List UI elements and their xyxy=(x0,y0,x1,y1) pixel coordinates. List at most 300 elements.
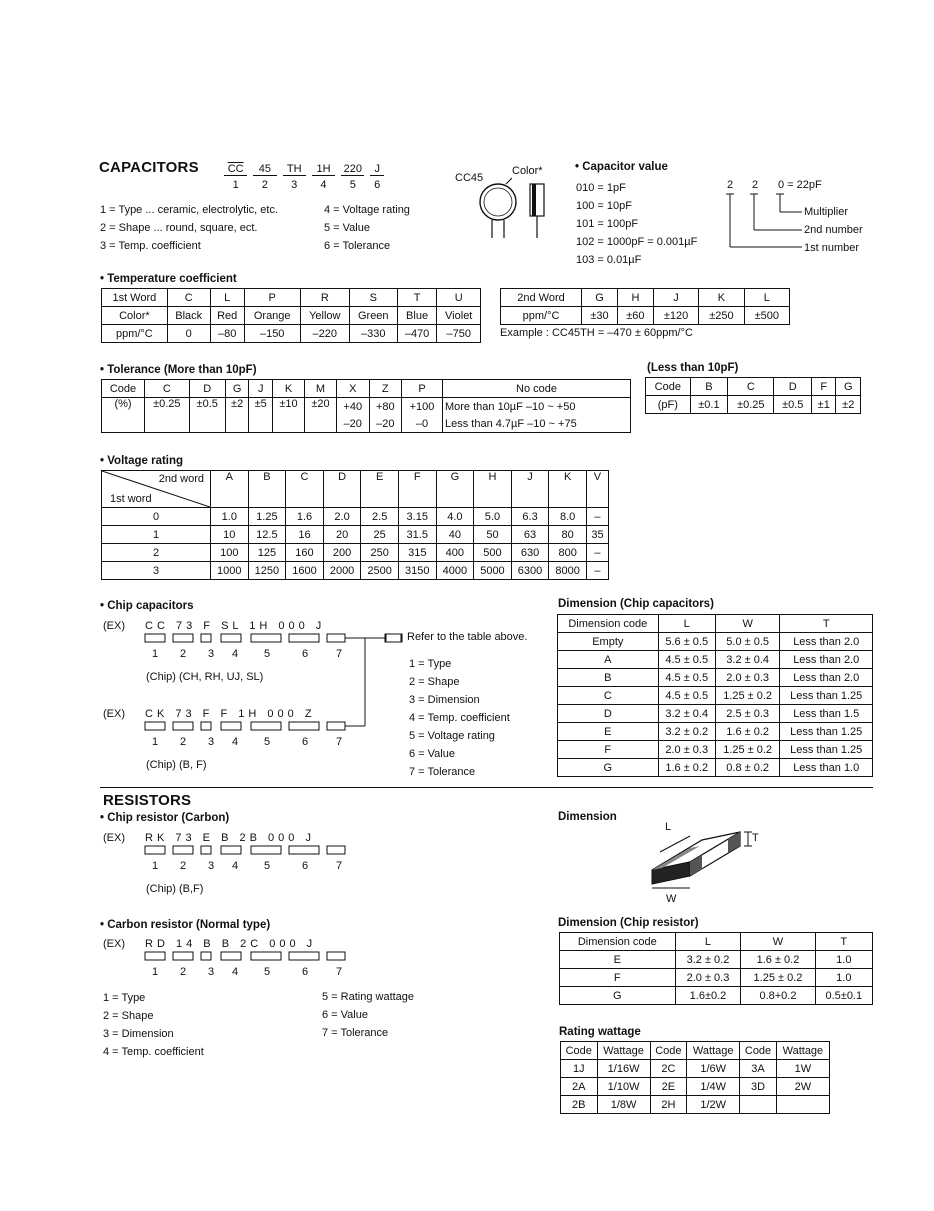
chip-caps-code-1 xyxy=(145,620,325,632)
code-num: 3 xyxy=(208,736,215,748)
table-cell: 1.0 xyxy=(815,969,872,987)
table-row xyxy=(501,307,790,325)
table-cell: 0.8+0.2 xyxy=(741,987,815,1005)
table-row xyxy=(558,705,873,723)
code-char: 0 xyxy=(279,938,290,950)
table-cell: L xyxy=(744,289,789,307)
chip-caps-nums-2 xyxy=(152,736,352,748)
table-row xyxy=(646,396,861,414)
table-cell: 630 xyxy=(511,544,549,562)
code-num: 5 xyxy=(264,860,271,872)
code-char: B xyxy=(249,832,261,844)
code-num: 1 xyxy=(152,860,159,872)
table-cell: 2C xyxy=(650,1060,687,1078)
table-cell: 0.8 ± 0.2 xyxy=(715,759,780,777)
table-cell: P xyxy=(402,380,443,398)
chip-caps-refer: Refer to the table above. xyxy=(407,631,528,643)
table-cell: 1000 xyxy=(211,562,249,580)
table-row xyxy=(561,1060,830,1078)
dim-chip-caps-title: Dimension (Chip capacitors) xyxy=(558,598,714,610)
code-char: D xyxy=(156,938,169,950)
table-cell: –470 xyxy=(397,325,437,343)
legend-item: 1 = Type xyxy=(103,992,146,1004)
tolerance-less-title: (Less than 10pF) xyxy=(647,362,739,374)
code-num: 4 xyxy=(232,736,239,748)
code-num: 2 xyxy=(180,860,187,872)
dim-chip-res-table xyxy=(559,932,873,1005)
code-num: 5 xyxy=(349,179,356,191)
table-cell: ppm/°C xyxy=(501,307,582,325)
capacitor-value-title: • Capacitor value xyxy=(575,161,668,173)
table-cell: –20 xyxy=(336,415,369,433)
table-cell: L xyxy=(675,933,741,951)
dim-chip-caps-table xyxy=(557,614,873,777)
table-cell: H xyxy=(474,471,512,508)
capacitor-legend-left xyxy=(100,201,278,255)
table-cell: 0.5±0.1 xyxy=(815,987,872,1005)
table-cell: 8.0 xyxy=(549,508,587,526)
table-cell: G xyxy=(436,471,474,508)
table-cell: Less than 2.0 xyxy=(780,669,873,687)
table-row xyxy=(560,969,873,987)
table-cell: 5.6 ± 0.5 xyxy=(658,633,715,651)
code-num: 2 xyxy=(180,648,187,660)
table-cell: F xyxy=(560,969,676,987)
table-cell: Code xyxy=(561,1042,598,1060)
code-num: 1 xyxy=(152,966,159,978)
table-cell: 6300 xyxy=(511,562,549,580)
legend-item: 3 = Dimension xyxy=(103,1028,174,1040)
resistor-legend-left xyxy=(103,989,204,1061)
chip-caps-connector-icon xyxy=(360,632,410,732)
code-num: 6 xyxy=(302,860,309,872)
chip-resistor-note: (Chip) (B,F) xyxy=(146,883,204,895)
table-cell: Wattage xyxy=(597,1042,650,1060)
table-cell: ±5 xyxy=(249,398,273,433)
table-cell: 3A xyxy=(740,1060,777,1078)
capacitor-value-list xyxy=(576,179,697,269)
tolerance-less-table xyxy=(645,377,861,414)
table-cell: Color* xyxy=(102,307,168,325)
table-row xyxy=(560,933,873,951)
dimension-l-label: L xyxy=(665,821,672,833)
code-num: 7 xyxy=(336,736,343,748)
table-cell: (pF) xyxy=(646,396,691,414)
table-cell: 2E xyxy=(650,1078,687,1096)
table-cell: 1.0 xyxy=(211,508,249,526)
table-cell: 400 xyxy=(436,544,474,562)
code-char: 7 xyxy=(175,832,186,844)
table-cell: F xyxy=(812,378,836,396)
table-cell: ±0.1 xyxy=(690,396,728,414)
carbon-resistor-nums xyxy=(152,966,352,978)
chip-caps-legend xyxy=(409,655,510,781)
chip-caps-code-2 xyxy=(145,708,316,720)
code-char: 1 xyxy=(238,708,249,720)
table-row xyxy=(102,325,481,343)
table-cell: 200 xyxy=(323,544,361,562)
code-char: 0 xyxy=(278,620,289,632)
table-cell: 1.6 xyxy=(286,508,324,526)
chip-caps-note-2: (Chip) (B, F) xyxy=(146,759,207,771)
table-cell: G xyxy=(558,759,659,777)
carbon-resistor-code xyxy=(145,938,316,950)
table-cell: Red xyxy=(210,307,244,325)
code-num: 2 xyxy=(180,736,187,748)
table-cell: 16 xyxy=(286,526,324,544)
table-cell: 3150 xyxy=(398,562,436,580)
table-cell: ±1 xyxy=(812,396,836,414)
code-num: 3 xyxy=(208,860,215,872)
table-cell: 125 xyxy=(248,544,286,562)
table-cell: 3.2 ± 0.4 xyxy=(658,705,715,723)
table-cell: (%) xyxy=(102,398,145,433)
table-cell: P xyxy=(244,289,300,307)
table-cell: 100 xyxy=(211,544,249,562)
table-cell: 3.2 ± 0.2 xyxy=(658,723,715,741)
table-row xyxy=(560,987,873,1005)
table-cell: K xyxy=(549,471,587,508)
chip-resistor-title: • Chip resistor (Carbon) xyxy=(100,812,230,824)
table-cell: T xyxy=(815,933,872,951)
table-cell: T xyxy=(397,289,437,307)
code-num: 4 xyxy=(232,860,239,872)
code-char: 0 xyxy=(288,832,299,844)
table-cell: A xyxy=(558,651,659,669)
table-cell: Wattage xyxy=(687,1042,740,1060)
dimension-w-label: W xyxy=(666,893,677,905)
table-cell: 20 xyxy=(323,526,361,544)
code-part: 45 xyxy=(253,163,276,176)
table-cell: 0 xyxy=(102,508,211,526)
table-cell: 2B xyxy=(561,1096,598,1114)
table-cell: 40 xyxy=(436,526,474,544)
chip-caps-ex-2: (EX) xyxy=(103,708,125,720)
legend-item: 2 = Shape ... round, square, ect. xyxy=(100,222,258,234)
table-cell: 10 xyxy=(211,526,249,544)
chip-caps-note-1: (Chip) (CH, RH, UJ, SL) xyxy=(146,671,264,683)
table-cell: G xyxy=(836,378,861,396)
table-cell: 2W xyxy=(776,1078,829,1096)
table-row xyxy=(558,615,873,633)
capacitor-code xyxy=(224,163,384,191)
code-char: B xyxy=(221,938,234,950)
table-cell: – xyxy=(586,544,608,562)
table-cell: L xyxy=(210,289,244,307)
table-cell: M xyxy=(304,380,336,398)
table-cell: 315 xyxy=(398,544,436,562)
table-cell: 80 xyxy=(549,526,587,544)
code-part: 220 xyxy=(341,163,364,176)
table-cell: –150 xyxy=(244,325,300,343)
table-cell: +100 xyxy=(402,398,443,416)
code-char: F xyxy=(220,708,232,720)
code-char: 3 xyxy=(185,708,196,720)
code-part: TH xyxy=(283,163,306,176)
table-cell: Z xyxy=(369,380,402,398)
table-cell: 1.6 ± 0.2 xyxy=(741,951,815,969)
table-cell: B xyxy=(558,669,659,687)
code-num: 6 xyxy=(302,736,309,748)
table-cell: Black xyxy=(167,307,210,325)
table-cell: V xyxy=(586,471,608,508)
table-cell: Violet xyxy=(437,307,481,325)
legend-item: 5 = Rating wattage xyxy=(322,991,415,1003)
table-cell: 1/8W xyxy=(597,1096,650,1114)
table-cell: Empty xyxy=(558,633,659,651)
code-char: S xyxy=(221,620,233,632)
value-example-d2: 2 xyxy=(752,179,759,191)
table-cell: Code xyxy=(650,1042,687,1060)
table-cell: U xyxy=(437,289,481,307)
code-char: 1 xyxy=(249,620,260,632)
table-cell: –220 xyxy=(300,325,349,343)
table-row xyxy=(558,759,873,777)
tolerance-more-title: • Tolerance (More than 10pF) xyxy=(100,364,257,376)
table-row xyxy=(102,398,631,416)
table-cell: 1.6 ± 0.2 xyxy=(658,759,715,777)
table-cell: W xyxy=(715,615,780,633)
table-row xyxy=(558,723,873,741)
code-char: J xyxy=(315,620,326,632)
table-cell xyxy=(776,1096,829,1114)
tolerance-more-table xyxy=(101,379,631,433)
table-cell: 1J xyxy=(561,1060,598,1078)
table-cell: 1.25 ± 0.2 xyxy=(715,687,780,705)
table-cell: Dimension code xyxy=(558,615,659,633)
code-char: L xyxy=(232,620,243,632)
table-row xyxy=(561,1042,830,1060)
code-num: 6 xyxy=(302,648,309,660)
table-cell: Code xyxy=(740,1042,777,1060)
table-cell: 2.5 xyxy=(361,508,399,526)
table-cell: 1600 xyxy=(286,562,324,580)
table-cell: J xyxy=(653,289,698,307)
table-row xyxy=(102,307,481,325)
code-num: 1 xyxy=(152,648,159,660)
table-cell: 2000 xyxy=(323,562,361,580)
table-cell: G xyxy=(582,289,618,307)
table-cell: 1W xyxy=(776,1060,829,1078)
code-num: 2 xyxy=(180,966,187,978)
table-cell: S xyxy=(349,289,397,307)
table-row xyxy=(102,544,609,562)
table-cell: 4.5 ± 0.5 xyxy=(658,651,715,669)
table-row xyxy=(558,651,873,669)
legend-item: 1 = Type ... ceramic, electrolytic, etc. xyxy=(100,204,279,216)
code-num: 6 xyxy=(302,966,309,978)
table-cell: E xyxy=(361,471,399,508)
code-char: 0 xyxy=(288,620,299,632)
table-cell: 1/16W xyxy=(597,1060,650,1078)
code-char: 7 xyxy=(175,708,186,720)
table-cell: 1st Word xyxy=(102,289,168,307)
voltage-corner-cell xyxy=(102,471,211,508)
table-cell: 3.2 ± 0.4 xyxy=(715,651,780,669)
temp-coeff-example: Example : CC45TH = –470 ± 60ppm/°C xyxy=(500,327,693,339)
table-cell: F xyxy=(398,471,436,508)
table-cell: ±2 xyxy=(836,396,861,414)
code-char: 7 xyxy=(175,620,187,632)
table-cell: 6.3 xyxy=(511,508,549,526)
table-row xyxy=(561,1096,830,1114)
table-cell: 1.6 ± 0.2 xyxy=(715,723,780,741)
chip-resistor-ex: (EX) xyxy=(103,832,125,844)
table-cell: 1/2W xyxy=(687,1096,740,1114)
table-cell: B xyxy=(690,378,728,396)
table-cell: – xyxy=(586,508,608,526)
value-example-d1: 2 xyxy=(727,179,734,191)
table-cell: D xyxy=(558,705,659,723)
legend-item: 4 = Temp. coefficient xyxy=(409,712,510,724)
table-cell: Less than 4.7µF –10 ~ +75 xyxy=(442,415,630,433)
carbon-resistor-title: • Carbon resistor (Normal type) xyxy=(100,919,271,931)
table-cell: 2500 xyxy=(361,562,399,580)
capacitors-title: CAPACITORS xyxy=(99,159,199,176)
table-cell xyxy=(740,1096,777,1114)
table-cell: Wattage xyxy=(776,1042,829,1060)
table-cell: Orange xyxy=(244,307,300,325)
table-cell: X xyxy=(336,380,369,398)
table-cell: C xyxy=(167,289,210,307)
table-row xyxy=(558,741,873,759)
table-cell: More than 10µF –10 ~ +50 xyxy=(442,398,630,416)
table-cell: +40 xyxy=(336,398,369,416)
code-char: 0 xyxy=(287,708,298,720)
table-cell: Less than 2.0 xyxy=(780,633,873,651)
table-cell: 2.0 xyxy=(323,508,361,526)
table-cell: 4.5 ± 0.5 xyxy=(658,687,715,705)
code-num: 5 xyxy=(264,736,271,748)
table-cell: 3D xyxy=(740,1078,777,1096)
chip-caps-nums-1 xyxy=(152,648,352,660)
table-cell: T xyxy=(780,615,873,633)
code-num: 4 xyxy=(232,966,239,978)
code-char: 0 xyxy=(277,708,288,720)
code-char: B xyxy=(221,832,233,844)
table-cell: 4.5 ± 0.5 xyxy=(658,669,715,687)
table-cell: ±500 xyxy=(744,307,789,325)
table-cell: 2A xyxy=(561,1078,598,1096)
code-num: 1 xyxy=(232,179,239,191)
code-char: J xyxy=(306,938,317,950)
dim-chip-res-title: Dimension (Chip resistor) xyxy=(558,917,699,929)
code-char: 3 xyxy=(185,832,196,844)
code-char: 3 xyxy=(186,620,197,632)
table-cell: ±0.25 xyxy=(145,398,190,433)
table-cell: R xyxy=(300,289,349,307)
table-cell: 1.25 xyxy=(248,508,286,526)
legend-item: 3 = Temp. coefficient xyxy=(100,240,201,252)
table-cell: C xyxy=(286,471,324,508)
table-cell: 1 xyxy=(102,526,211,544)
table-cell: C xyxy=(145,380,190,398)
table-cell: 5.0 ± 0.5 xyxy=(715,633,780,651)
table-cell: Less than 2.0 xyxy=(780,651,873,669)
chip-resistor-code xyxy=(145,832,315,844)
table-cell: Green xyxy=(349,307,397,325)
code-part: J xyxy=(370,163,384,176)
table-cell: 12.5 xyxy=(248,526,286,544)
table-cell: D xyxy=(189,380,225,398)
table-cell: 2 xyxy=(102,544,211,562)
value-line: 100 = 10pF xyxy=(576,200,632,212)
code-num: 5 xyxy=(264,966,271,978)
code-num: 4 xyxy=(320,179,327,191)
chip-caps-ex-1: (EX) xyxy=(103,620,125,632)
table-cell: F xyxy=(558,741,659,759)
table-cell: ±120 xyxy=(653,307,698,325)
table-cell: ±0.5 xyxy=(189,398,225,433)
dimension-title: Dimension xyxy=(558,811,617,823)
code-num: 2 xyxy=(261,179,268,191)
table-cell: 8000 xyxy=(549,562,587,580)
table-cell: 3.2 ± 0.2 xyxy=(675,951,741,969)
table-cell: Less than 1.5 xyxy=(780,705,873,723)
code-num: 3 xyxy=(208,966,215,978)
table-cell: –20 xyxy=(369,415,402,433)
code-char: Z xyxy=(304,708,316,720)
value-example-d3: 0 = 22pF xyxy=(778,179,822,191)
legend-item: 2 = Shape xyxy=(103,1010,154,1022)
table-row xyxy=(560,951,873,969)
chip-dimension-drawing-icon xyxy=(640,812,770,894)
table-cell: No code xyxy=(442,380,630,398)
code-char: F xyxy=(202,708,214,720)
resistors-title: RESISTORS xyxy=(103,792,192,809)
table-cell: 1.0 xyxy=(815,951,872,969)
dimension-t-label: T xyxy=(752,832,759,844)
value-example-brackets-icon xyxy=(724,192,804,254)
code-char: 4 xyxy=(186,938,197,950)
value-example-first: 1st number xyxy=(804,242,860,254)
table-cell: ±2 xyxy=(225,398,249,433)
legend-item: 4 = Temp. coefficient xyxy=(103,1046,204,1058)
table-cell: 1.25 ± 0.2 xyxy=(715,741,780,759)
table-cell: K xyxy=(699,289,744,307)
table-cell: 2.0 ± 0.3 xyxy=(715,669,780,687)
code-char: E xyxy=(202,832,215,844)
table-cell: 3.15 xyxy=(398,508,436,526)
chip-resistor-nums xyxy=(152,860,352,872)
temp-coeff-title: • Temperature coefficient xyxy=(100,273,237,285)
first-word-label: 1st word xyxy=(110,493,152,505)
table-cell: Less than 1.25 xyxy=(780,687,873,705)
code-num: 4 xyxy=(232,648,239,660)
code-boxes-3-icon xyxy=(143,845,353,857)
table-row xyxy=(102,562,609,580)
code-char: H xyxy=(259,620,272,632)
code-num: 7 xyxy=(336,966,343,978)
code-char: 0 xyxy=(298,620,309,632)
table-cell: Yellow xyxy=(300,307,349,325)
voltage-table xyxy=(101,470,609,580)
code-num: 7 xyxy=(336,860,343,872)
table-row xyxy=(558,687,873,705)
capacitor-drawing-icon xyxy=(470,176,560,242)
table-cell: –0 xyxy=(402,415,443,433)
code-char: 0 xyxy=(269,938,280,950)
table-cell: –750 xyxy=(437,325,481,343)
table-cell: ppm/°C xyxy=(102,325,168,343)
carbon-resistor-ex: (EX) xyxy=(103,938,125,950)
code-char: C xyxy=(145,708,157,720)
rating-wattage-title: Rating wattage xyxy=(559,1026,641,1038)
table-cell: 1/10W xyxy=(597,1078,650,1096)
legend-item: 6 = Tolerance xyxy=(324,240,391,252)
table-row xyxy=(558,633,873,651)
legend-item: 7 = Tolerance xyxy=(322,1027,389,1039)
